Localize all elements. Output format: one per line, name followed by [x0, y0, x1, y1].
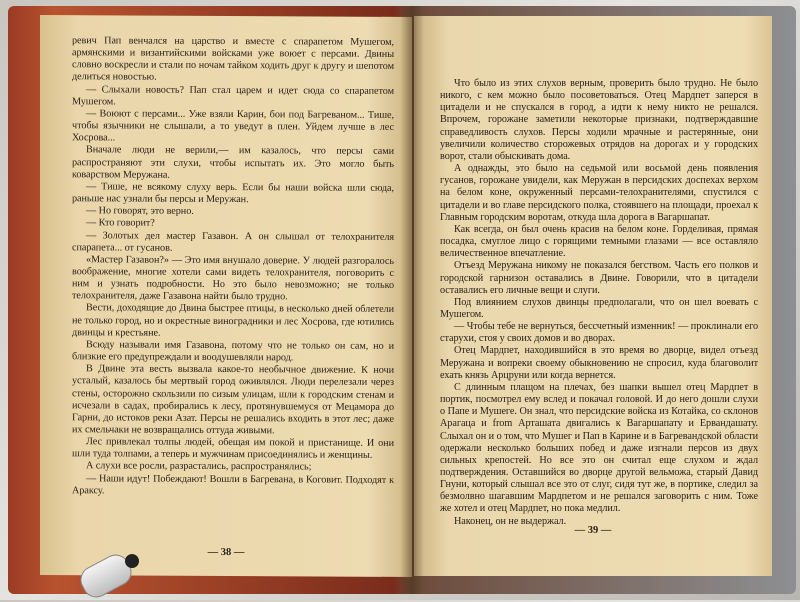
paragraph: Вести, доходящие до Двина быстрее птицы, в несколько дней облетели не только город, но и окрестные виноградники и лес Хосрова, где ютились двинцы и крестьяне.: [72, 302, 394, 339]
right-page-number: — 39 —: [574, 525, 612, 536]
paragraph: Вначале люди не верили,— им казалось, что персы сами распространяют эти слухи, чтобы испытать их. Это могло быть коварством Меружана.: [72, 144, 394, 181]
paragraph: — Золотых дел мастер Газавон. А он слышал от телохранителя спарапета... от гусанов.: [72, 229, 394, 254]
paragraph: — Слыхали новость? Пап стал царем и идет сюда со спарапетом Мушегом.: [72, 83, 394, 108]
paragraph: — Чтобы тебе не вернуться, бессчетный изменник! — проклинали его старухи, стоя у своих домов и во дворах.: [440, 321, 758, 345]
paragraph: — Но говорят, это верно.: [86, 205, 194, 218]
paragraph: С длинным плащом на плечах, без шапки вышел отец Мардпет в портик, посмотрел ему вслед и покачал головой. И до него дошли слухи о Папе и Мушеге. Он знал, что персидские войска из Котайка, со склонов Арагаца и from Арташата двигались к Вагаршапату и Ервандашату. Слыхал он и о том, что Мушег и Пап в Карине и в Багревандской области одержали несколько больших побед и даже изгнали персов из двух сильных крепостей. Но все это он считал еще слухом и ждал подтверждения. Оставшийся во дворце другой вельможа, старый Давид Гнуни, который слышал все это от слуг, сидя тут же, в портике, следил за безмолвно шагавшим Мардпетом и не решался заговорить с ним. Тоже же хотел и отец Мардпет, но пока медлил.: [440, 381, 758, 515]
paragraph: А однажды, это было на седьмой или восьмой день появления гусанов, горожане увидели, как Меружан в персидских доспехах верхом на белом коне, окруженный персами-телохранителями, спустился с цитадели и во главе персидского полка, стоявшего на площади, проехал к Главным городским воротам, откуда шла дорога в Вагаршапат.: [440, 163, 758, 223]
paragraph: Лес привлекал толпы людей, обещая им покой и пристанище. И они шли туда толпами, а теперь и мужчинам присоединялись и женщины.: [72, 436, 394, 462]
left-page-text: [72, 35, 394, 499]
paragraph: В Двине эта весть вызвала какое-то необычное движение. К ночи усталый, казалось бы мертвый город оживлялся. Люди перелезали через стены, осторожно скользили по сизым улицам, шли к городским стенам и исчезали в садах, пробирались к лесу, протянувшемуся от Мецамора до Гарни, до истоков реки Азат. Персы не решались входить в этот лес; даже их смельчаки не возвращались оттуда живыми.: [72, 363, 394, 437]
paragraph: А слухи все росли, разрастались, распространялись;: [86, 460, 312, 473]
paragraph: — Воюют с персами... Уже взяли Карин, бои под Багреваном... Тише, чтобы язычники не слышали, а то уведут в плен. Уйдем лучше в лес Хосрова...: [72, 108, 394, 144]
paragraph: — Наши идут! Побеждают! Вошли в Багревана, в Коговит. Подходят к Араксу.: [72, 472, 394, 497]
paragraph: Наконец, он не выдержал.: [454, 515, 567, 527]
paragraph: «Мастер Газавон?» — Это имя внушало доверие. У людей разгоралось воображение, многие хотели сами видеть телохранителя, поговорить с ним и узнать подробности. Но это было невозможно; не только телохранителя, даже Газавона найти было трудно.: [72, 254, 394, 303]
right-page-text: [440, 78, 758, 528]
paragraph: ревич Пап венчался на царство и вместе с спарапетом Мушегом, армянскими и византийскими войсками уже воюет с персами. Двины словно воскресли и стали по ночам тайком ходить друг к другу и шепотом делиться новостью.: [72, 35, 394, 84]
paragraph: Как всегда, он был очень красив на белом коне. Горделивая, прямая посадка, смуглое лицо с горящими темными глазами — все оставляло величественное впечатление.: [440, 223, 758, 260]
paragraph: Отец Мардпет, находившийся в это время во дворце, видел отъезд Меружана и вопреки своему обыкновению не спросил, куда благоволит ехать князь Арцруни или когда вернется.: [440, 345, 758, 381]
paragraph: Что было из этих слухов верным, проверить было трудно. Не было никого, с кем можно было посоветоваться. Отец Мардпет заперся в цитадели и не спускался в город, а идти к нему никто не решался. Впрочем, горожане заметили некоторые признаки, подтверждавшие справедливость слухов. Персы ходили мрачные и растерянные, они увеличили количество сторожевых отрядов на дорогах и у городских ворот, стали обыскивать дома.: [440, 78, 758, 162]
book-spine: [400, 6, 424, 594]
paragraph: — Кто говорит?: [86, 217, 155, 229]
paragraph: Всюду называли имя Газавона, потому что не только он сам, но и близкие его предупреждали и воодушевляли народ.: [72, 339, 394, 364]
paragraph: — Тише, не всякому слуху верь. Если бы наши войска шли сюда, раньше нас узнали бы персы и Меружан.: [72, 181, 394, 206]
left-page: [40, 15, 412, 577]
paragraph: Отъезд Меружана никому не показался бегством. Часть его полков и городской гарнизон оставались в Двине. Говорили, что в цитадели оставались его личные вещи и слуги.: [440, 260, 758, 296]
right-page: [414, 16, 772, 576]
paragraph: Под влиянием слухов двинцы предполагали, что он шел воевать с Мушегом.: [440, 296, 758, 320]
left-page-number: — 38 —: [207, 546, 245, 559]
